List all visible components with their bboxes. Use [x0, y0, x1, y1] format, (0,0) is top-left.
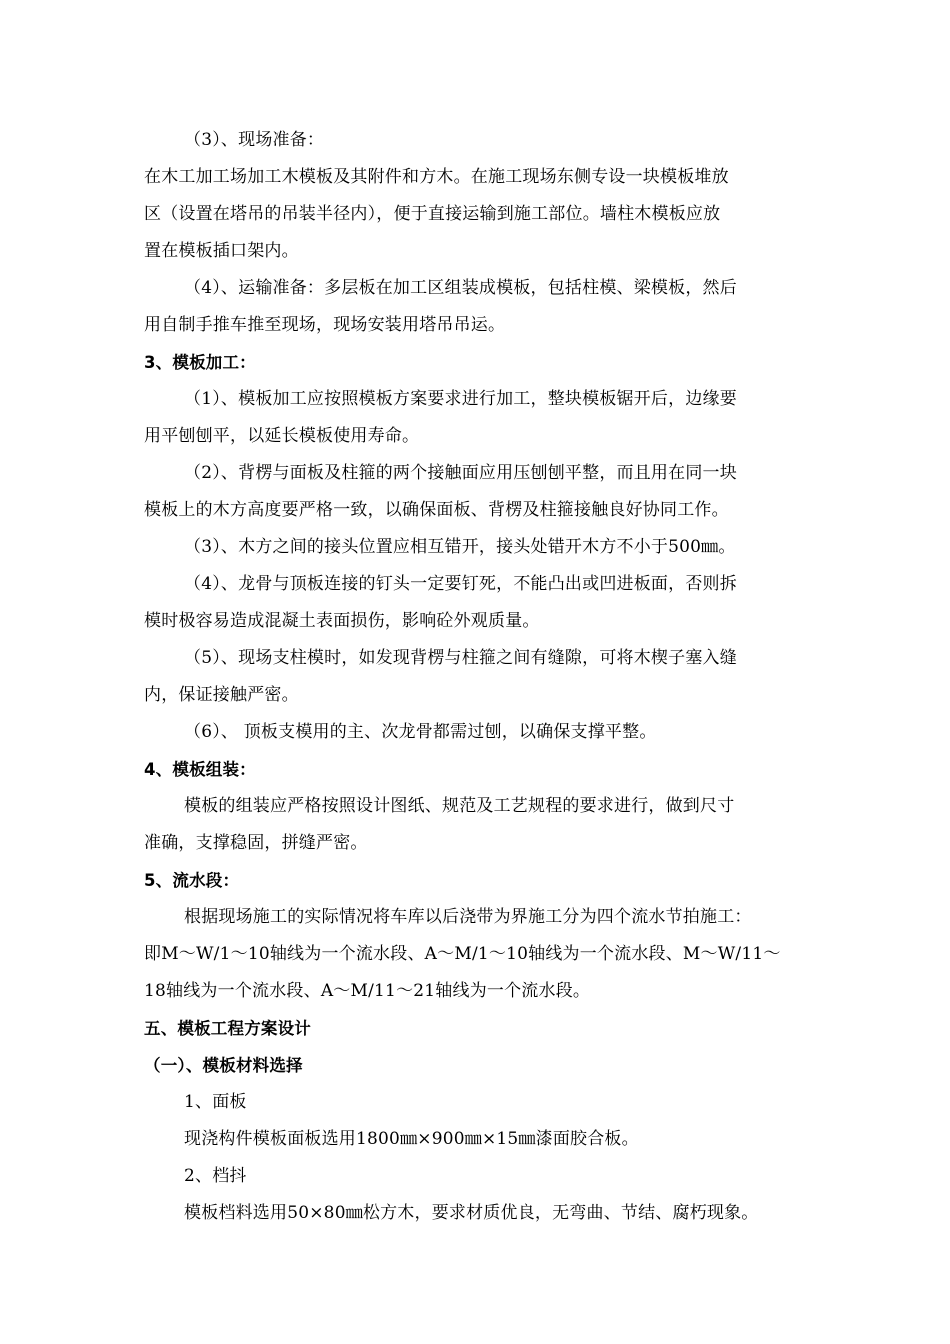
paragraph-line: 用自制手推车推至现场，现场安装用塔吊吊运。 [144, 315, 506, 335]
heading-material-selection: （一）、模板材料选择 [144, 1056, 303, 1075]
section-4-transport-prep: （4）、运输准备：多层板在加工区组装成模板，包括柱模、梁模板，然后 [184, 278, 737, 298]
heading-formwork-processing: 3、模板加工： [144, 353, 256, 372]
panel-paragraph: 现浇构件模板面板选用1800㎜×900㎜×15㎜漆面胶合板。 [184, 1129, 639, 1149]
sub-heading-batten: 2、档抖 [184, 1166, 247, 1186]
item-3: （3）、木方之间的接头位置应相互错开，接头处错开木方不小于500㎜。 [184, 537, 736, 557]
paragraph-line: 准确，支撑稳固，拼缝严密。 [144, 833, 368, 853]
batten-paragraph: 模板档料选用50×80㎜松方木，要求材质优良，无弯曲、节结、腐朽现象。 [184, 1203, 759, 1223]
sub-heading-panel: 1、面板 [184, 1092, 247, 1112]
item-1: （1）、模板加工应按照模板方案要求进行加工，整块模板锯开后，边缘要 [184, 389, 737, 409]
paragraph-line: 模时极容易造成混凝土表面损伤，影响砼外观质量。 [144, 611, 540, 631]
heading-formwork-assembly: 4、模板组装： [144, 760, 256, 779]
item-6: （6）、 顶板支模用的主、次龙骨都需过刨，以确保支撑平整。 [184, 722, 657, 742]
section-3-site-prep: （3）、现场准备： [184, 130, 325, 150]
item-2: （2）、背楞与面板及柱箍的两个接触面应用压刨刨平整，而且用在同一块 [184, 463, 737, 483]
paragraph-line: 区（设置在塔吊的吊装半径内），便于直接运输到施工部位。墙柱木模板应放 [144, 204, 721, 224]
item-5: （5）、现场支柱模时，如发现背楞与柱箍之间有缝隙，可将木楔子塞入缝 [184, 648, 737, 668]
item-4: （4）、龙骨与顶板连接的钉头一定要钉死，不能凸出或凹进板面，否则拆 [184, 574, 737, 594]
document-body [144, 122, 824, 1232]
heading-chapter-5: 五、模板工程方案设计 [144, 1019, 311, 1038]
paragraph-line: 用平刨刨平，以延长模板使用寿命。 [144, 426, 420, 446]
heading-flow-section: 5、流水段： [144, 871, 240, 890]
paragraph-line: 18轴线为一个流水段、A～M/11～21轴线为一个流水段。 [144, 981, 591, 1001]
paragraph-line: 模板上的木方高度要严格一致，以确保面板、背楞及柱箍接触良好协同工作。 [144, 500, 729, 520]
paragraph-line: 在木工加工场加工木模板及其附件和方木。在施工现场东侧专设一块模板堆放 [144, 167, 729, 187]
paragraph-line: 置在模板插口架内。 [144, 241, 299, 261]
flow-paragraph: 根据现场施工的实际情况将车库以后浇带为界施工分为四个流水节拍施工： [184, 907, 752, 927]
paragraph-line: 内，保证接触严密。 [144, 685, 299, 705]
assembly-paragraph: 模板的组装应严格按照设计图纸、规范及工艺规程的要求进行，做到尺寸 [184, 796, 735, 816]
paragraph-line: 即M～W/1～10轴线为一个流水段、A～M/1～10轴线为一个流水段、M～W/11～ [144, 944, 781, 964]
